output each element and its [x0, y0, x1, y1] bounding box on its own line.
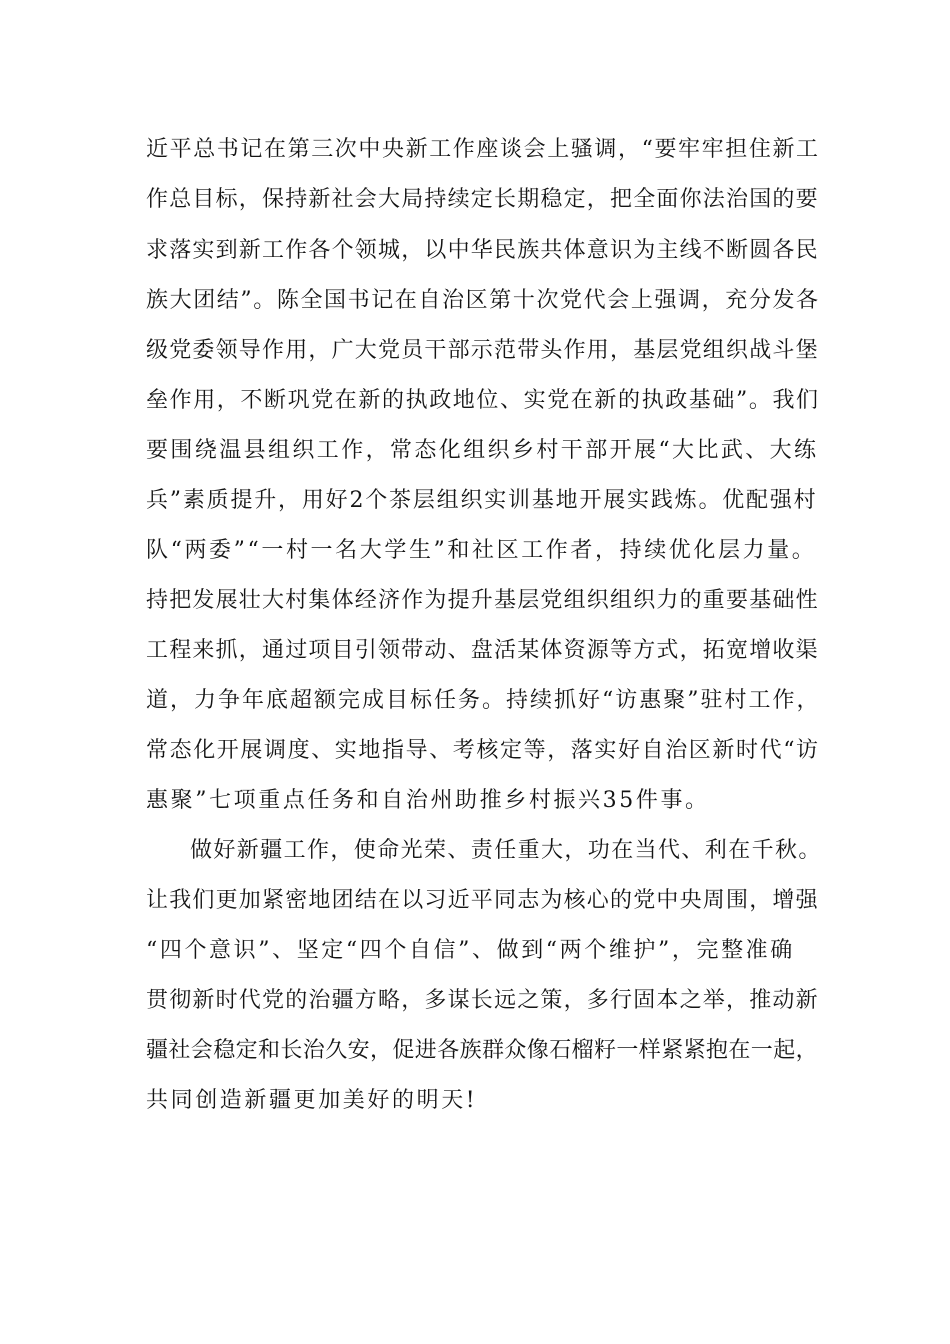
text-line-17: “四个意识”、坚定“四个自信”、做到“两个维护”，完整准确 [146, 938, 795, 963]
text-line-3: 求落实到新工作各个领城，以中华民族共体意识为主线不断圆各民 [146, 238, 819, 263]
text-line-7: 要围绕温县组织工作，常态化组织乡村干部开展“大比武、大练 [146, 438, 819, 463]
text-line-2: 作总目标，保持新社会大局持续定长期稳定，把全面你法治国的要 [146, 187, 819, 212]
text-line-9: 队“两委”“一村一名大学生”和社区工作者，持续优化层力量。 [146, 538, 817, 563]
text-line-8: 兵”素质提升，用好2个茶层组织实训基地开展实践炼。优配强村 [146, 488, 818, 513]
text-line-18: 贯彻新时代党的治疆方略，多谋长远之策，多行固本之举，推动新 [146, 988, 819, 1013]
text-line-1: 近平总书记在第三次中央新工作座谈会上骚调，“要牢牢担住新工 [146, 137, 820, 162]
text-line-11: 工程来抓，通过项目引领带动、盘活某体资源等方式，拓宽增收渠 [146, 638, 819, 663]
text-line-16: 让我们更加紧密地团结在以习近平同志为核心的党中央周围，增强 [146, 888, 819, 913]
text-line-12: 道，力争年底超额完成目标任务。持续抓好“访惠聚”驻村工作， [146, 688, 821, 713]
text-line-13: 常态化开展调度、实地指导、考核定等，落实好自治区新时代“访 [146, 738, 820, 763]
text-line-10: 持把发展壮大村集体经济作为提升基层党组织组织力的重要基础性 [146, 588, 819, 613]
text-line-4: 族大团结”。陈全国书记在自治区第十次党代会上强调，充分发各 [146, 288, 820, 313]
text-line-6: 垒作用，不断巩党在新的执政地位、实党在新的执政基础”。我们 [146, 388, 820, 413]
text-line-15: 做好新疆工作，使命光荣、责任重大，功在当代、利在千秋。 [190, 838, 822, 863]
text-line-20: 共同创造新疆更加美好的明天! [146, 1088, 478, 1113]
text-line-5: 级党委领导作用，广大党员干部示范带头作用，基层党组织战斗堡 [146, 338, 819, 363]
text-line-19: 疆社会稳定和长治久安，促进各族群众像石榴籽一样紧紧抱在一起， [146, 1038, 819, 1063]
text-line-14: 惠聚”七项重点任务和自治州助推乡村振兴35件事。 [146, 788, 710, 813]
